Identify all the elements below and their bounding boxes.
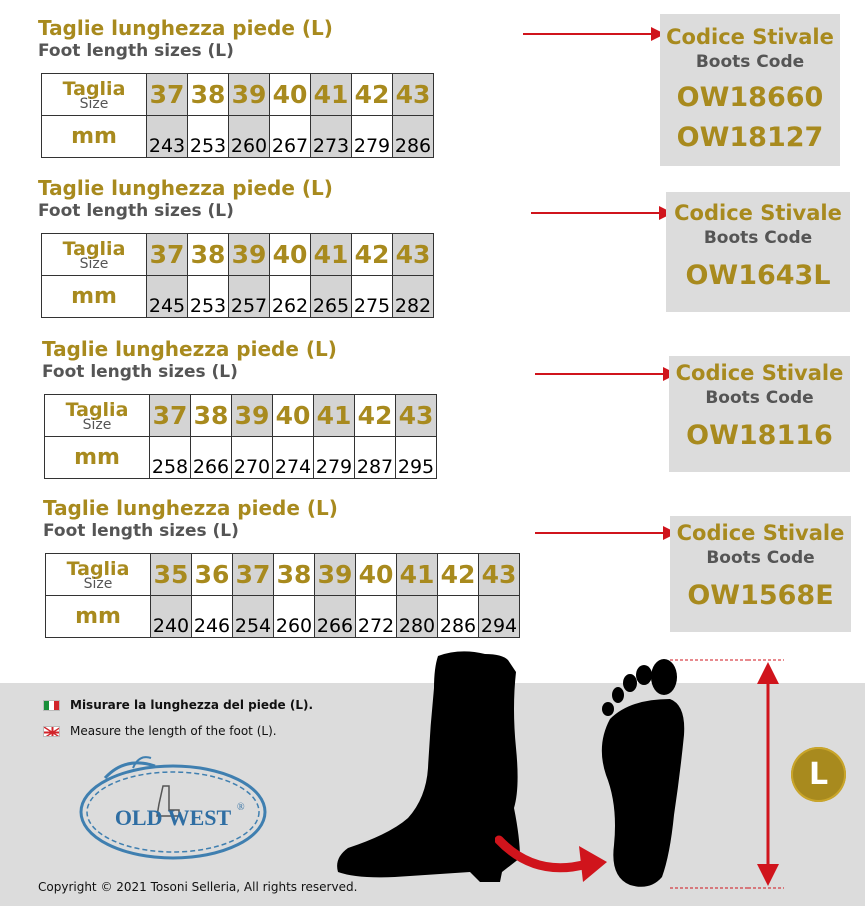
size-row-label: Taglia Size <box>42 74 147 116</box>
size-cell: 43 <box>393 234 434 276</box>
length-badge: L <box>791 747 846 802</box>
pointer-arrow <box>535 373 675 375</box>
boots-code: OW18116 <box>686 420 833 451</box>
mm-cell: 254 <box>233 596 274 638</box>
size-cell: 37 <box>150 395 191 437</box>
instruction-en-text: Measure the length of the foot (L). <box>70 724 277 738</box>
mm-cell: 257 <box>229 276 270 318</box>
section-title: Taglie lunghezza piede (L) <box>38 176 333 200</box>
size-cell: 38 <box>188 234 229 276</box>
mm-cell: 294 <box>479 596 520 638</box>
mm-row <box>46 596 520 638</box>
mm-cell: 275 <box>352 276 393 318</box>
mm-cell: 286 <box>393 116 434 158</box>
size-cell: 41 <box>311 74 352 116</box>
mm-row-label: mm <box>42 276 147 318</box>
mm-cell: 279 <box>352 116 393 158</box>
mm-row <box>42 276 434 318</box>
mm-cell: 274 <box>273 437 314 479</box>
mm-row-label: mm <box>42 116 147 158</box>
size-section-3 <box>42 337 337 383</box>
size-cell: 36 <box>192 554 233 596</box>
size-row-label: Taglia Size <box>45 395 150 437</box>
size-cell: 37 <box>233 554 274 596</box>
size-cell: 40 <box>273 395 314 437</box>
mm-cell: 282 <box>393 276 434 318</box>
code-subtitle: Boots Code <box>695 52 805 72</box>
copyright: Copyright © 2021 Tosoni Selleria, All rights reserved. <box>38 880 358 894</box>
logo-registered-mark: ® <box>237 802 245 813</box>
instruction-it-text: Misurare la lunghezza del piede (L). <box>70 698 314 712</box>
boots-code: OW18127 <box>676 122 824 153</box>
section-title: Taglie lunghezza piede (L) <box>42 337 337 361</box>
size-row <box>42 74 434 116</box>
size-cell: 41 <box>397 554 438 596</box>
code-title: Codice Stivale <box>674 201 842 225</box>
mm-cell: 260 <box>274 596 315 638</box>
mm-cell: 273 <box>311 116 352 158</box>
mm-cell: 245 <box>147 276 188 318</box>
mm-cell: 266 <box>315 596 356 638</box>
size-cell: 43 <box>396 395 437 437</box>
pointer-arrow <box>523 33 663 35</box>
mm-cell: 258 <box>150 437 191 479</box>
size-table-3 <box>44 394 437 479</box>
code-title: Codice Stivale <box>675 361 844 385</box>
uk-flag-icon <box>43 726 60 737</box>
code-subtitle: Boots Code <box>703 228 813 248</box>
size-cell: 39 <box>229 234 270 276</box>
size-table-2 <box>41 233 434 318</box>
mm-cell: 262 <box>270 276 311 318</box>
size-cell: 37 <box>147 234 188 276</box>
size-table-4 <box>45 553 520 638</box>
mm-row-label: mm <box>45 437 150 479</box>
size-section-4 <box>43 496 338 542</box>
mm-cell: 265 <box>311 276 352 318</box>
size-cell: 42 <box>352 234 393 276</box>
italy-flag-icon <box>43 700 60 711</box>
size-row <box>45 395 437 437</box>
mm-cell: 270 <box>232 437 273 479</box>
boots-code: OW18660 <box>676 82 824 113</box>
section-subtitle: Foot length sizes (L) <box>42 362 238 382</box>
boots-code: OW1568E <box>687 580 834 611</box>
size-cell: 37 <box>147 74 188 116</box>
boots-code-box-4 <box>670 516 851 632</box>
code-title: Codice Stivale <box>676 521 845 545</box>
code-subtitle: Boots Code <box>706 548 815 568</box>
section-subtitle: Foot length sizes (L) <box>38 201 234 221</box>
pointer-arrow <box>535 532 675 534</box>
code-title: Codice Stivale <box>666 25 834 49</box>
boots-code-box-1 <box>660 14 840 166</box>
size-cell: 42 <box>352 74 393 116</box>
size-cell: 43 <box>393 74 434 116</box>
size-cell: 40 <box>356 554 397 596</box>
size-cell: 40 <box>270 234 311 276</box>
size-cell: 38 <box>274 554 315 596</box>
boots-code-box-2 <box>666 192 850 312</box>
size-cell: 39 <box>229 74 270 116</box>
section-subtitle: Foot length sizes (L) <box>43 521 239 541</box>
mm-cell: 260 <box>229 116 270 158</box>
size-cell: 43 <box>479 554 520 596</box>
size-table-1 <box>41 73 434 158</box>
mm-row <box>45 437 437 479</box>
mm-row-label: mm <box>46 596 151 638</box>
pointer-arrow <box>531 212 671 214</box>
mm-cell: 253 <box>188 276 229 318</box>
mm-cell: 240 <box>151 596 192 638</box>
dotted-guide-line <box>640 658 760 890</box>
size-section-1 <box>38 16 333 62</box>
size-cell: 38 <box>188 74 229 116</box>
size-cell: 42 <box>355 395 396 437</box>
size-cell: 41 <box>314 395 355 437</box>
boots-code-box-3 <box>669 356 850 472</box>
size-cell: 42 <box>438 554 479 596</box>
section-subtitle: Foot length sizes (L) <box>38 41 234 61</box>
instruction-it <box>43 698 313 712</box>
size-row <box>42 234 434 276</box>
mm-cell: 253 <box>188 116 229 158</box>
size-row <box>46 554 520 596</box>
size-section-2 <box>38 176 333 222</box>
mm-cell: 246 <box>192 596 233 638</box>
logo-text: OLD WEST <box>114 805 232 830</box>
mm-row <box>42 116 434 158</box>
size-cell: 38 <box>191 395 232 437</box>
section-title: Taglie lunghezza piede (L) <box>38 16 333 40</box>
boots-code: OW1643L <box>685 260 831 291</box>
mm-cell: 279 <box>314 437 355 479</box>
mm-cell: 286 <box>438 596 479 638</box>
instruction-en <box>43 724 277 738</box>
size-cell: 41 <box>311 234 352 276</box>
size-cell: 39 <box>315 554 356 596</box>
mm-cell: 287 <box>355 437 396 479</box>
mm-cell: 266 <box>191 437 232 479</box>
size-cell: 40 <box>270 74 311 116</box>
mm-cell: 243 <box>147 116 188 158</box>
size-row-label: Taglia Size <box>42 234 147 276</box>
section-title: Taglie lunghezza piede (L) <box>43 496 338 520</box>
size-cell: 39 <box>232 395 273 437</box>
mm-cell: 272 <box>356 596 397 638</box>
size-row-label: Taglia Size <box>46 554 151 596</box>
mm-cell: 267 <box>270 116 311 158</box>
mm-cell: 295 <box>396 437 437 479</box>
size-cell: 35 <box>151 554 192 596</box>
mm-cell: 280 <box>397 596 438 638</box>
old-west-logo <box>75 752 271 864</box>
code-subtitle: Boots Code <box>705 388 814 408</box>
